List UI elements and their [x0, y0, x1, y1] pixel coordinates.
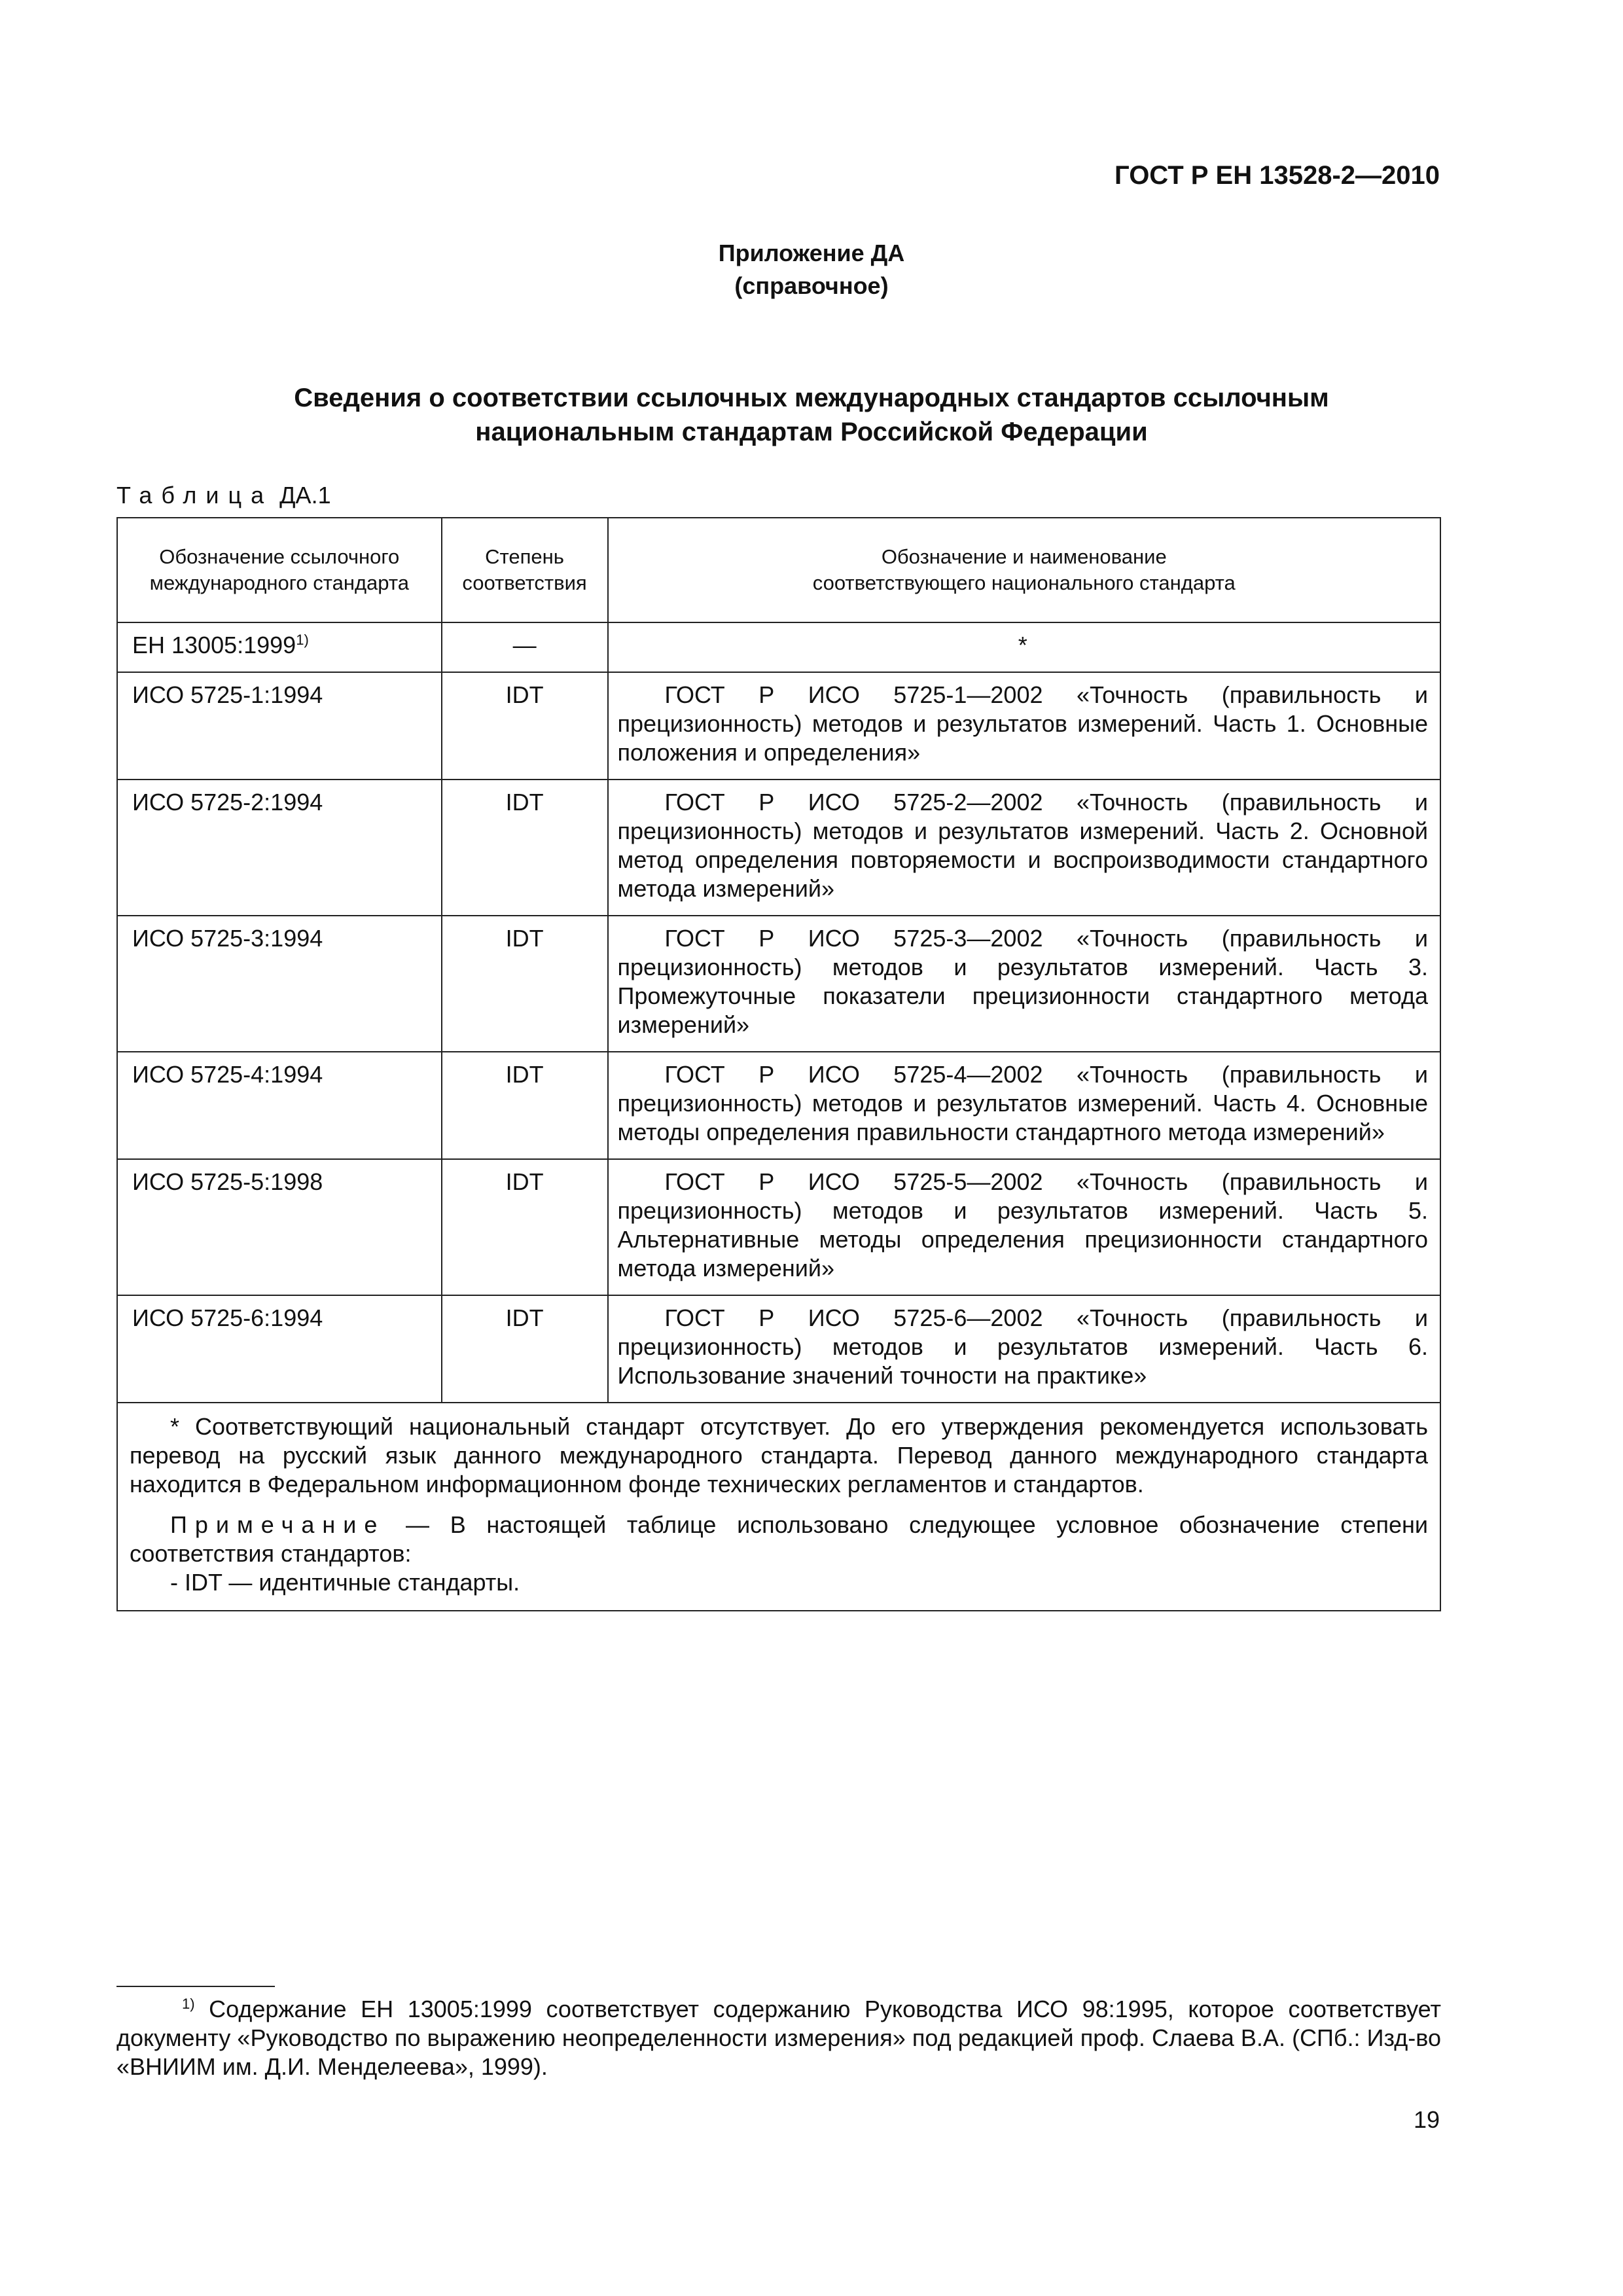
- table-header-row: [117, 518, 1440, 622]
- reference-value: ЕН 13005:1999: [132, 632, 296, 658]
- table-row: [117, 916, 1440, 1052]
- footnote-text: Содержание ЕН 13005:1999 соответствует содержанию Руководства ИСО 98:1995, которое соответствует документу «Руководство по выражению неопределенности измерения» под редакцией проф. Слаева В.А. (СПб.: Изд-во «ВНИИМ им. Д.И. Менделеева», 1999).: [116, 1996, 1441, 2080]
- national-standard-cell: ГОСТ Р ИСО 5725-2—2002 «Точность (правильность и прецизионность) методов и результатов измерений. Часть 2. Основной метод определения повторяемости и воспроизводимости стандартного метода измерений»: [608, 780, 1440, 916]
- national-standard-cell: *: [608, 622, 1440, 672]
- reference-cell: ИСО 5725-1:1994: [117, 672, 442, 780]
- table-row: [117, 1295, 1440, 1403]
- appendix-title: Приложение ДА: [718, 240, 905, 266]
- asterisk-note: * Соответствующий национальный стандарт отсутствует. До его утверждения рекомендуется использовать перевод на русский язык данного международного стандарта. Перевод данного международного стандарта находится в Федеральном информационном фонде технических регламентов и стандартов.: [130, 1413, 1428, 1498]
- column-header-reference: [117, 518, 442, 622]
- degree-cell: IDT: [442, 1052, 608, 1159]
- footnote-marker: 1): [182, 1996, 195, 2012]
- table-row: [117, 780, 1440, 916]
- column-header-degree: [442, 518, 608, 622]
- table-row: [117, 1052, 1440, 1159]
- correspondence-table: [116, 517, 1441, 1611]
- column-header-national-line1: Обозначение и наименование: [881, 545, 1167, 568]
- reference-cell: ИСО 5725-5:1998: [117, 1159, 442, 1295]
- table-row: [117, 622, 1440, 672]
- footnote: [116, 1995, 1441, 2081]
- table-caption-number: ДА.1: [279, 482, 331, 509]
- document-code: ГОСТ Р ЕН 13528-2—2010: [1115, 161, 1440, 190]
- degree-cell: IDT: [442, 916, 608, 1052]
- column-header-degree-line1: Степень: [485, 545, 564, 568]
- footnote-separator: [116, 1986, 275, 1987]
- degree-cell: —: [442, 622, 608, 672]
- footnote-marker: 1): [296, 632, 309, 648]
- national-standard-cell: ГОСТ Р ИСО 5725-4—2002 «Точность (правильность и прецизионность) методов и результатов измерений. Часть 4. Основные методы определения правильности стандартного метода измерений»: [608, 1052, 1440, 1159]
- appendix-title-block: [0, 237, 1623, 302]
- column-header-national-line2: соответствующего национального стандарта: [812, 571, 1236, 594]
- column-header-degree-line2: соответствия: [462, 571, 587, 594]
- reference-cell: [117, 622, 442, 672]
- national-standard-cell: ГОСТ Р ИСО 5725-1—2002 «Точность (правильность и прецизионность) методов и результатов измерений. Часть 1. Основные положения и определения»: [608, 672, 1440, 780]
- column-header-reference-line1: Обозначение ссылочного: [159, 545, 400, 568]
- degree-cell: IDT: [442, 780, 608, 916]
- reference-cell: ИСО 5725-6:1994: [117, 1295, 442, 1403]
- table-caption: [116, 482, 331, 509]
- table-note: [130, 1511, 1428, 1568]
- column-header-reference-line2: международного стандарта: [149, 571, 409, 594]
- column-header-national: [608, 518, 1440, 622]
- reference-cell: ИСО 5725-2:1994: [117, 780, 442, 916]
- reference-cell: ИСО 5725-4:1994: [117, 1052, 442, 1159]
- note-text: — В настоящей таблице использовано следующее условное обозначение степени соответствия стандартов:: [130, 1511, 1428, 1567]
- degree-cell: IDT: [442, 672, 608, 780]
- section-heading-line2: национальным стандартам Российской Федерации: [475, 418, 1148, 446]
- footnote-body: [116, 1995, 1441, 2081]
- note-word: Примечание: [170, 1511, 385, 1538]
- table-row: [117, 672, 1440, 780]
- section-heading: [0, 381, 1623, 449]
- national-standard-cell: ГОСТ Р ИСО 5725-5—2002 «Точность (правильность и прецизионность) методов и результатов измерений. Часть 5. Альтернативные методы определения прецизионности стандартного метода измерений»: [608, 1159, 1440, 1295]
- national-standard-cell: ГОСТ Р ИСО 5725-6—2002 «Точность (правильность и прецизионность) методов и результатов измерений. Часть 6. Использование значений точности на практике»: [608, 1295, 1440, 1403]
- appendix-subtitle: (справочное): [734, 272, 889, 299]
- reference-cell: ИСО 5725-3:1994: [117, 916, 442, 1052]
- table-row: [117, 1159, 1440, 1295]
- degree-cell: IDT: [442, 1295, 608, 1403]
- table-notes-row: [117, 1403, 1440, 1611]
- table-caption-word: Таблица: [116, 482, 274, 509]
- section-heading-line1: Сведения о соответствии ссылочных международных стандартов ссылочным: [294, 384, 1329, 412]
- degree-cell: IDT: [442, 1159, 608, 1295]
- page-number: 19: [1413, 2106, 1440, 2133]
- note-item: - IDT — идентичные стандарты.: [170, 1569, 520, 1596]
- national-standard-cell: ГОСТ Р ИСО 5725-3—2002 «Точность (правильность и прецизионность) методов и результатов измерений. Часть 3. Промежуточные показатели прецизионности стандартного метода измерений»: [608, 916, 1440, 1052]
- table-notes-cell: [117, 1403, 1440, 1611]
